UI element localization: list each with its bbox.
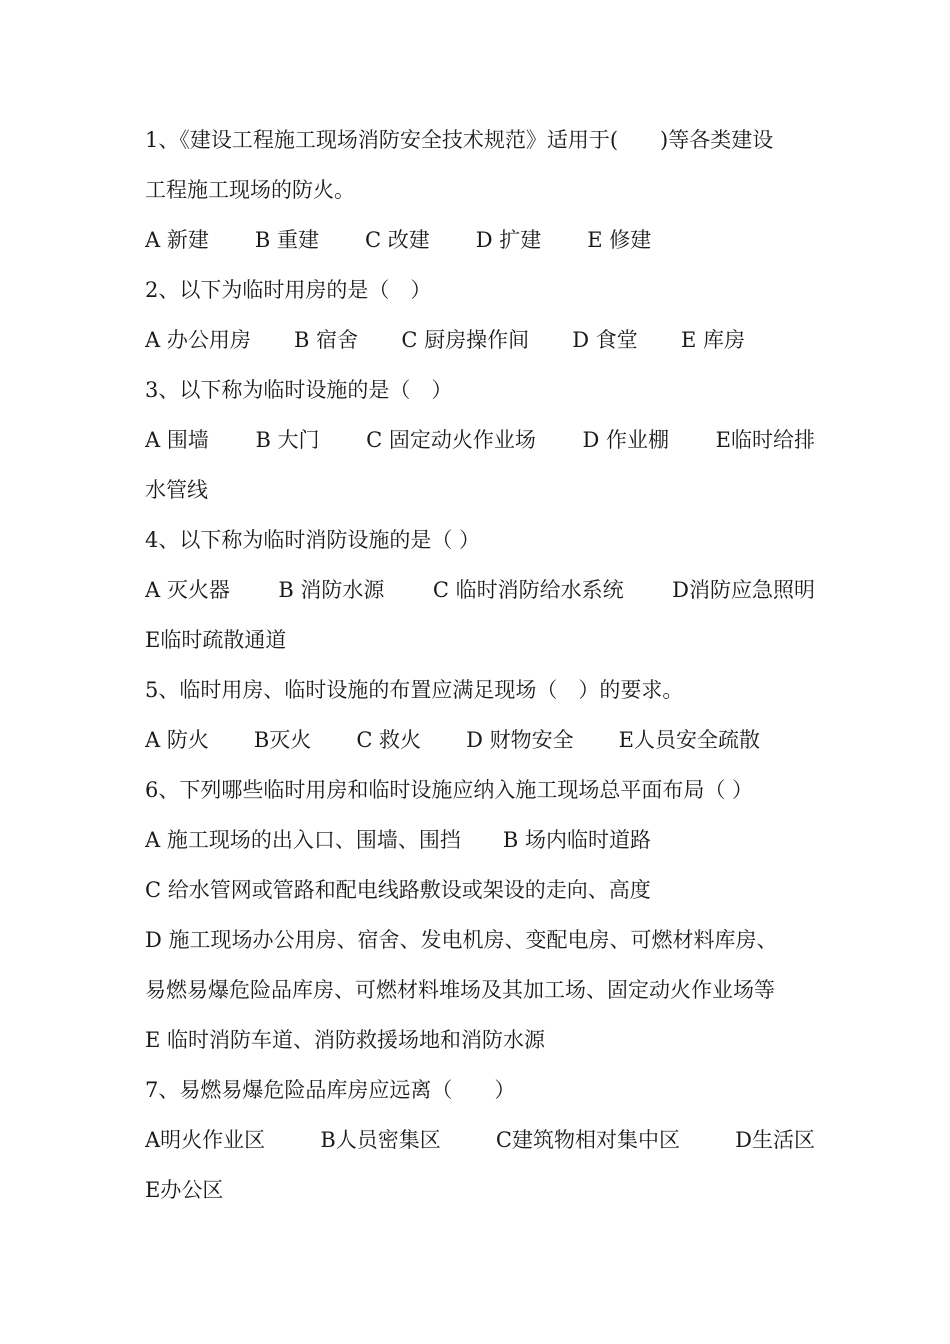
question-5-option-c: C 救火 — [356, 728, 422, 752]
question-2-option-e: E 库房 — [680, 328, 745, 352]
question-7-stem: 7、易燃易爆危险品库房应远离（ ） — [145, 1078, 516, 1102]
question-6-option-line-5: E 临时消防车道、消防救援场地和消防水源 — [145, 1028, 546, 1052]
question-6-option-line-4: 易燃易爆危险品库房、可燃材料堆场及其加工场、固定动火作业场等 — [145, 978, 775, 1002]
question-2-stem: 2、以下为临时用房的是（ ） — [145, 278, 432, 302]
question-3-stem: 3、以下称为临时设施的是（ ） — [145, 378, 453, 402]
question-4-continuation: E临时疏散通道 — [145, 628, 287, 652]
question-2-option-c: C 厨房操作间 — [401, 328, 530, 352]
document-page — [145, 115, 815, 1215]
question-1-option-c: C 改建 — [364, 228, 430, 252]
question-5-options — [145, 715, 760, 765]
question-1-option-a: A 新建 — [145, 228, 209, 252]
question-1-option-e: E 修建 — [587, 228, 652, 252]
question-3-option-d: D 作业棚 — [582, 428, 670, 452]
question-2-option-a: A 办公用房 — [145, 328, 251, 352]
question-7-option-d: D生活区 — [735, 1128, 815, 1152]
question-1-option-b: B 重建 — [254, 228, 319, 252]
question-3-option-c: C 固定动火作业场 — [366, 428, 536, 452]
question-4-option-c: C 临时消防给水系统 — [432, 578, 624, 602]
question-4-option-a: A 灭火器 — [145, 578, 230, 602]
question-3-option-e: E临时给排 — [715, 428, 815, 452]
question-1-stem-line-1: 1、《建设工程施工现场消防安全技术规范》适用于( )等各类建设 — [145, 128, 774, 152]
question-4-stem: 4、以下称为临时消防设施的是（ ） — [145, 528, 481, 552]
question-7-options — [145, 1115, 815, 1165]
question-7-continuation: E办公区 — [145, 1178, 224, 1202]
question-2-option-b: B 宿舍 — [294, 328, 359, 352]
question-6-option-line-2: C 给水管网或管路和配电线路敷设或架设的走向、高度 — [145, 878, 651, 902]
question-3-options — [145, 415, 815, 465]
question-7-option-b: B人员密集区 — [320, 1128, 441, 1152]
question-3-option-a: A 围墙 — [145, 428, 209, 452]
question-5-option-a: A 防火 — [145, 728, 209, 752]
question-6-option-line-3: D 施工现场办公用房、宿舍、发电机房、变配电房、可燃材料库房、 — [145, 928, 778, 952]
question-6-option-line-1: A 施工现场的出入口、围墙、围挡 B 场内临时道路 — [145, 828, 651, 852]
question-5-option-e: E人员安全疏散 — [618, 728, 760, 752]
question-5-stem: 5、临时用房、临时设施的布置应满足现场（ ）的要求。 — [145, 678, 684, 702]
question-5-option-b: B灭火 — [253, 728, 312, 752]
question-1-options — [145, 215, 815, 265]
question-5-option-d: D 财物安全 — [466, 728, 574, 752]
question-3-option-b: B 大门 — [255, 428, 320, 452]
question-4-option-b: B 消防水源 — [278, 578, 385, 602]
question-7-option-a: A明火作业区 — [145, 1128, 266, 1152]
question-1-stem-line-2: 工程施工现场的防火。 — [145, 178, 355, 202]
question-2-options — [145, 315, 745, 365]
question-1-option-d: D 扩建 — [475, 228, 542, 252]
question-7-option-c: C建筑物相对集中区 — [495, 1128, 680, 1152]
question-3-continuation: 水管线 — [145, 478, 208, 502]
question-4-options — [145, 565, 815, 615]
question-4-option-d: D消防应急照明 — [672, 578, 815, 602]
question-2-option-d: D 食堂 — [572, 328, 638, 352]
question-6-stem: 6、下列哪些临时用房和临时设施应纳入施工现场总平面布局（ ） — [145, 778, 754, 802]
